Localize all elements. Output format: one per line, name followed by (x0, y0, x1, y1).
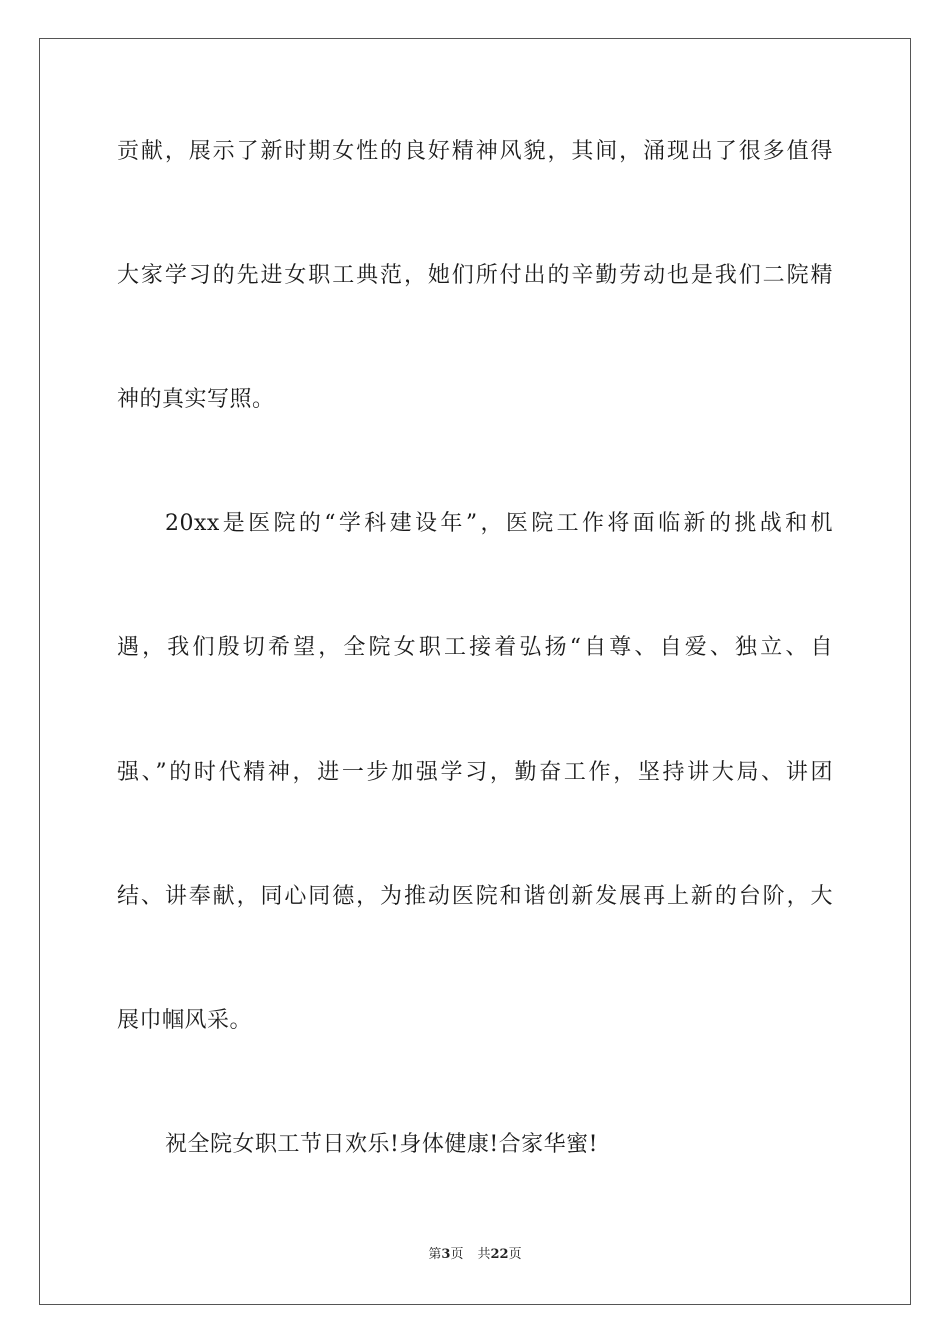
body-line-9: 祝全院女职工节日欢乐!身体健康!合家华蜜! (165, 1132, 599, 1157)
page-footer (0, 1246, 950, 1264)
body-line-4: 20xx是医院的“学科建设年”，医院工作将面临新的挑战和机 (165, 511, 833, 536)
page-prefix: 第 (428, 1247, 442, 1262)
total-prefix: 共 (477, 1247, 491, 1262)
body-line-6: 强、”的时代精神，进一步加强学习，勤奋工作，坚持讲大局、讲团 (117, 760, 833, 785)
body-line-7: 结、讲奉献，同心同德，为推动医院和谐创新发展再上新的台阶，大 (117, 884, 833, 909)
total-suffix: 页 (508, 1247, 522, 1262)
page-number: 3 (441, 1247, 451, 1262)
page-suffix: 页 (450, 1247, 464, 1262)
body-line-3: 神的真实写照。 (117, 387, 275, 412)
body-line-1: 贡献，展示了新时期女性的良好精神风貌，其间，涌现出了很多值得 (117, 139, 833, 164)
body-line-5: 遇，我们殷切希望，全院女职工接着弘扬“自尊、自爱、独立、自 (117, 635, 833, 660)
total-pages: 22 (490, 1247, 509, 1262)
body-line-8: 展巾帼风采。 (117, 1008, 253, 1033)
body-line-2: 大家学习的先进女职工典范，她们所付出的辛勤劳动也是我们二院精 (117, 263, 833, 288)
page-frame (39, 38, 911, 1305)
